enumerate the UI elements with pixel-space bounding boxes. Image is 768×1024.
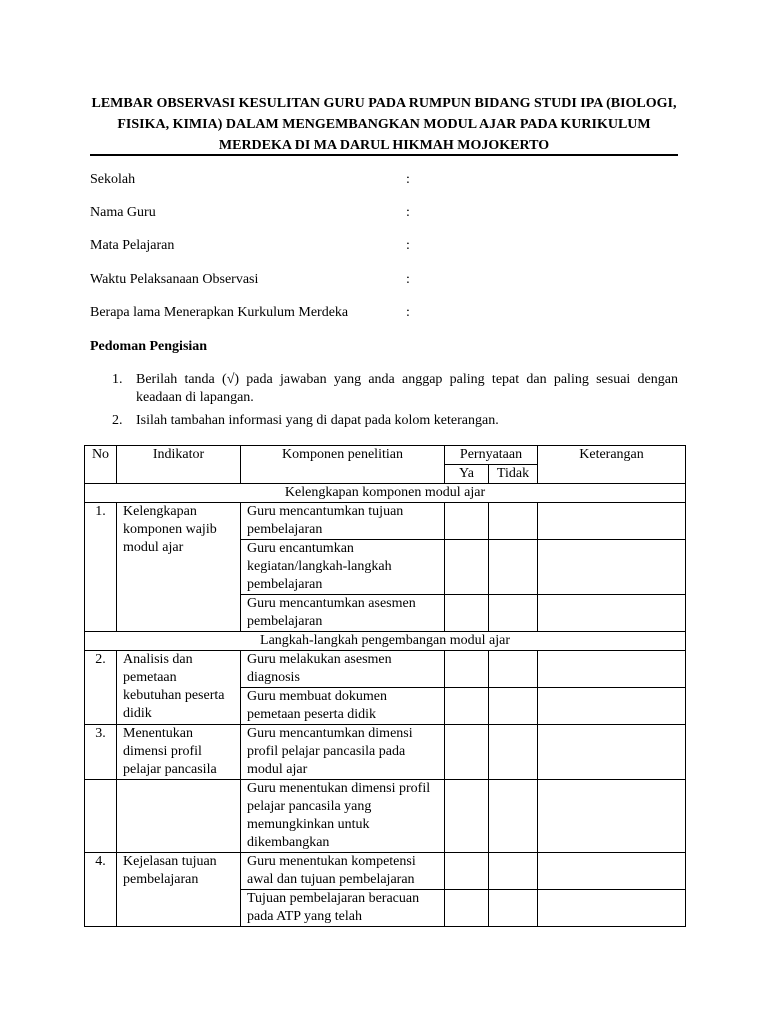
section-title: Kelengkapan komponen modul ajar: [85, 484, 686, 503]
guide-item: [112, 371, 678, 409]
checkbox-ya[interactable]: [445, 651, 489, 688]
row-number-empty: [85, 780, 117, 853]
row-komponen: Guru menentukan dimensi profil pelajar pancasila yang memungkinkan untuk dikembangkan: [241, 780, 445, 853]
keterangan-cell[interactable]: [538, 651, 686, 688]
field-label: Sekolah: [90, 172, 136, 187]
table-header-row: [85, 446, 686, 465]
checkbox-ya[interactable]: [445, 780, 489, 853]
keterangan-cell[interactable]: [538, 780, 686, 853]
checkbox-tidak[interactable]: [489, 503, 538, 540]
checkbox-tidak[interactable]: [489, 890, 538, 927]
field-separator: :: [406, 205, 410, 220]
guide-item-text: Isilah tambahan informasi yang di dapat pada kolom keterangan.: [136, 413, 499, 428]
header-pernyataan: Pernyataan: [445, 446, 538, 465]
row-komponen: Tujuan pembelajaran beracuan pada ATP yang telah: [241, 890, 445, 927]
row-komponen: Guru mencantumkan dimensi profil pelajar pancasila pada modul ajar: [241, 725, 445, 780]
checkbox-tidak[interactable]: [489, 651, 538, 688]
row-number: 4.: [85, 853, 117, 927]
guide-item-number: 1.: [112, 372, 123, 387]
row-komponen: Guru mencantumkan asesmen pembelajaran: [241, 595, 445, 632]
table-row: [85, 780, 686, 853]
field-nama-guru: [90, 204, 678, 222]
checkbox-tidak[interactable]: [489, 725, 538, 780]
checkbox-tidak[interactable]: [489, 853, 538, 890]
keterangan-cell[interactable]: [538, 540, 686, 595]
keterangan-cell[interactable]: [538, 688, 686, 725]
checkbox-ya[interactable]: [445, 725, 489, 780]
header-indikator: Indikator: [117, 446, 241, 484]
row-number: 2.: [85, 651, 117, 725]
table-row: [85, 853, 686, 890]
field-separator: :: [406, 238, 410, 253]
header-ya: Ya: [445, 465, 489, 484]
table-row: [85, 651, 686, 688]
guide-item: [112, 412, 678, 430]
title-underline: [90, 154, 678, 156]
row-indikator: Kelengkapan komponen wajib modul ajar: [117, 503, 241, 632]
checkbox-tidak[interactable]: [489, 595, 538, 632]
field-label: Waktu Pelaksanaan Observasi: [90, 272, 259, 287]
checkbox-ya[interactable]: [445, 540, 489, 595]
row-indikator: Analisis dan pemetaan kebutuhan peserta didik: [117, 651, 241, 725]
field-lama-kurikulum: [90, 304, 678, 322]
field-waktu-observasi: [90, 271, 678, 289]
row-indikator: Menentukan dimensi profil pelajar pancasila: [117, 725, 241, 780]
keterangan-cell[interactable]: [538, 853, 686, 890]
guide-item-number: 2.: [112, 413, 123, 428]
row-komponen: Guru membuat dokumen pemetaan peserta didik: [241, 688, 445, 725]
guide-heading: Pedoman Pengisian: [90, 339, 208, 354]
field-label: Berapa lama Menerapkan Kurkulum Merdeka: [90, 305, 349, 320]
section-title: Langkah-langkah pengembangan modul ajar: [85, 632, 686, 651]
section-row: [85, 484, 686, 503]
checkbox-ya[interactable]: [445, 688, 489, 725]
row-number: 3.: [85, 725, 117, 780]
row-komponen: Guru melakukan asesmen diagnosis: [241, 651, 445, 688]
guide-item-text: Berilah tanda (√) pada jawaban yang anda anggap paling tepat dan paling sesuai dengan keadaan di lapangan.: [136, 372, 678, 405]
field-separator: :: [406, 172, 410, 187]
field-label: Mata Pelajaran: [90, 238, 175, 253]
checkbox-tidak[interactable]: [489, 540, 538, 595]
checkbox-tidak[interactable]: [489, 780, 538, 853]
table-row: [85, 725, 686, 780]
keterangan-cell[interactable]: [538, 725, 686, 780]
field-separator: :: [406, 305, 410, 320]
checkbox-ya[interactable]: [445, 853, 489, 890]
header-tidak: Tidak: [489, 465, 538, 484]
header-no: No: [85, 446, 117, 484]
row-indikator-empty: [117, 780, 241, 853]
keterangan-cell[interactable]: [538, 890, 686, 927]
checkbox-tidak[interactable]: [489, 688, 538, 725]
header-keterangan: Keterangan: [538, 446, 686, 484]
field-separator: :: [406, 272, 410, 287]
checkbox-ya[interactable]: [445, 890, 489, 927]
document-title: LEMBAR OBSERVASI KESULITAN GURU PADA RUMPUN BIDANG STUDI IPA (BIOLOGI, FISIKA, KIMIA) DALAM MENGEMBANGKAN MODUL AJAR PADA KURIKULUM MERDEKA DI MA DARUL HIKMAH MOJOKERTO: [91, 96, 677, 153]
checkbox-ya[interactable]: [445, 503, 489, 540]
keterangan-cell[interactable]: [538, 595, 686, 632]
row-komponen: Guru mencantumkan tujuan pembelajaran: [241, 503, 445, 540]
keterangan-cell[interactable]: [538, 503, 686, 540]
row-number: 1.: [85, 503, 117, 632]
row-indikator: Kejelasan tujuan pembelajaran: [117, 853, 241, 927]
field-sekolah: [90, 171, 678, 189]
observation-table: [84, 445, 686, 927]
table-row: [85, 503, 686, 540]
checkbox-ya[interactable]: [445, 595, 489, 632]
row-komponen: Guru encantumkan kegiatan/langkah-langkah pembelajaran: [241, 540, 445, 595]
section-row: [85, 632, 686, 651]
field-label: Nama Guru: [90, 205, 156, 220]
header-komponen: Komponen penelitian: [241, 446, 445, 484]
row-komponen: Guru menentukan kompetensi awal dan tujuan pembelajaran: [241, 853, 445, 890]
field-mata-pelajaran: [90, 237, 678, 255]
